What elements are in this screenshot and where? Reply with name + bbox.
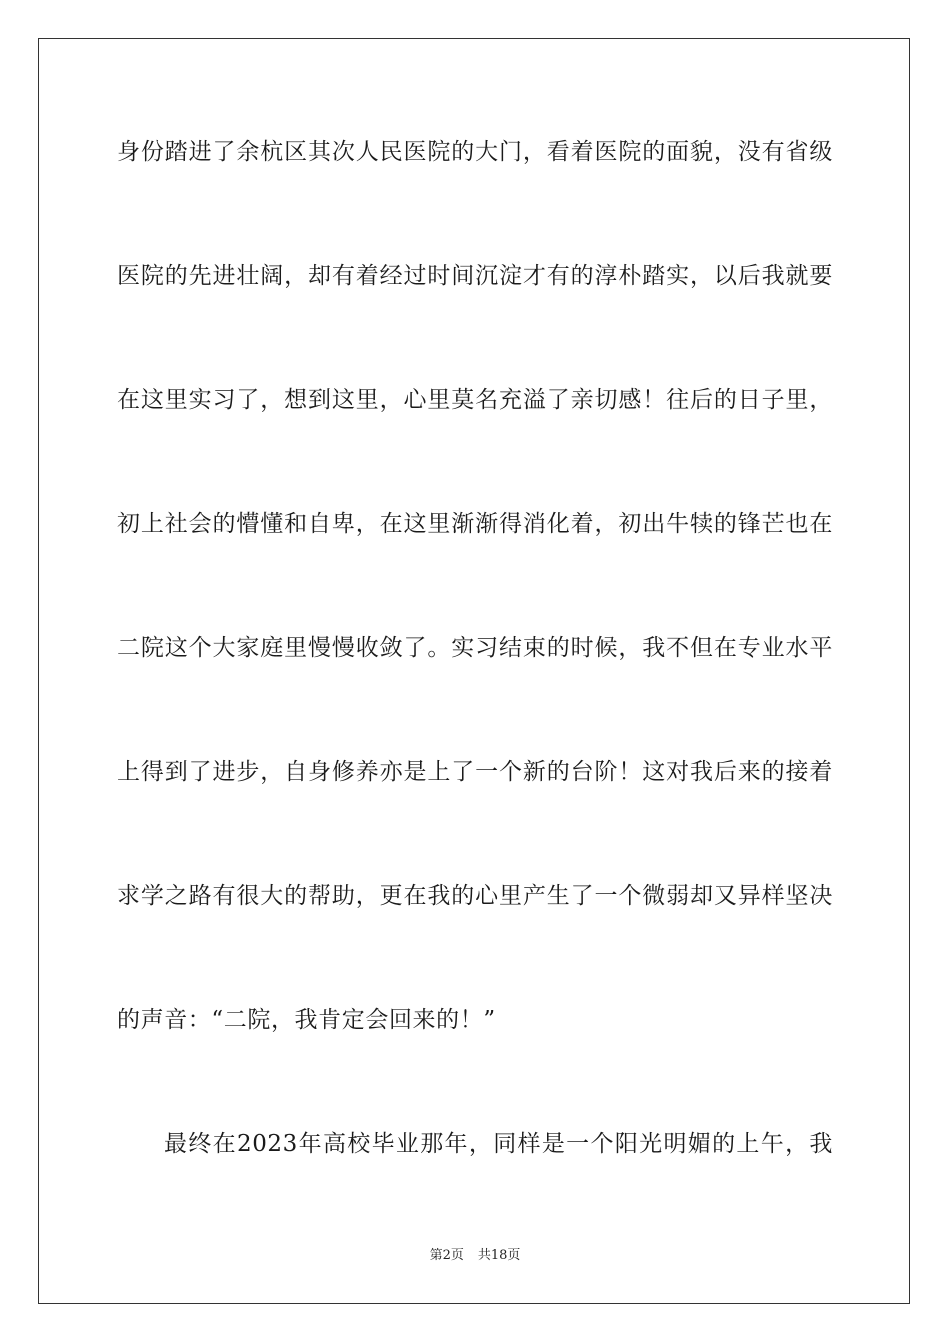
body-text-line-8: 的声音：“二院，我肯定会回来的！” (117, 1007, 496, 1033)
body-text-line-3: 在这里实习了，想到这里，心里莫名充溢了亲切感！往后的日子里， (117, 387, 833, 413)
page-number: 第2页 (429, 1248, 464, 1263)
page-footer (0, 1247, 950, 1265)
body-text-line-6: 上得到了进步，自身修养亦是上了一个新的台阶！这对我后来的接着 (117, 759, 833, 785)
body-text-line-2: 医院的先进壮阔，却有着经过时间沉淀才有的淳朴踏实，以后我就要 (117, 263, 833, 289)
page-border (38, 38, 910, 1304)
body-text-line-1: 身份踏进了余杭区其次人民医院的大门，看着医院的面貌，没有省级 (117, 139, 833, 165)
page-total: 共18页 (477, 1248, 521, 1263)
body-text-line-5: 二院这个大家庭里慢慢收敛了。实习结束的时候，我不但在专业水平 (117, 635, 833, 661)
body-text-line-4: 初上社会的懵懂和自卑，在这里渐渐得消化着，初出牛犊的锋芒也在 (117, 511, 833, 537)
body-text-line-7: 求学之路有很大的帮助，更在我的心里产生了一个微弱却又异样坚决 (117, 883, 833, 909)
body-text-line-9: 最终在2023年高校毕业那年，同样是一个阳光明媚的上午，我 (164, 1131, 833, 1157)
